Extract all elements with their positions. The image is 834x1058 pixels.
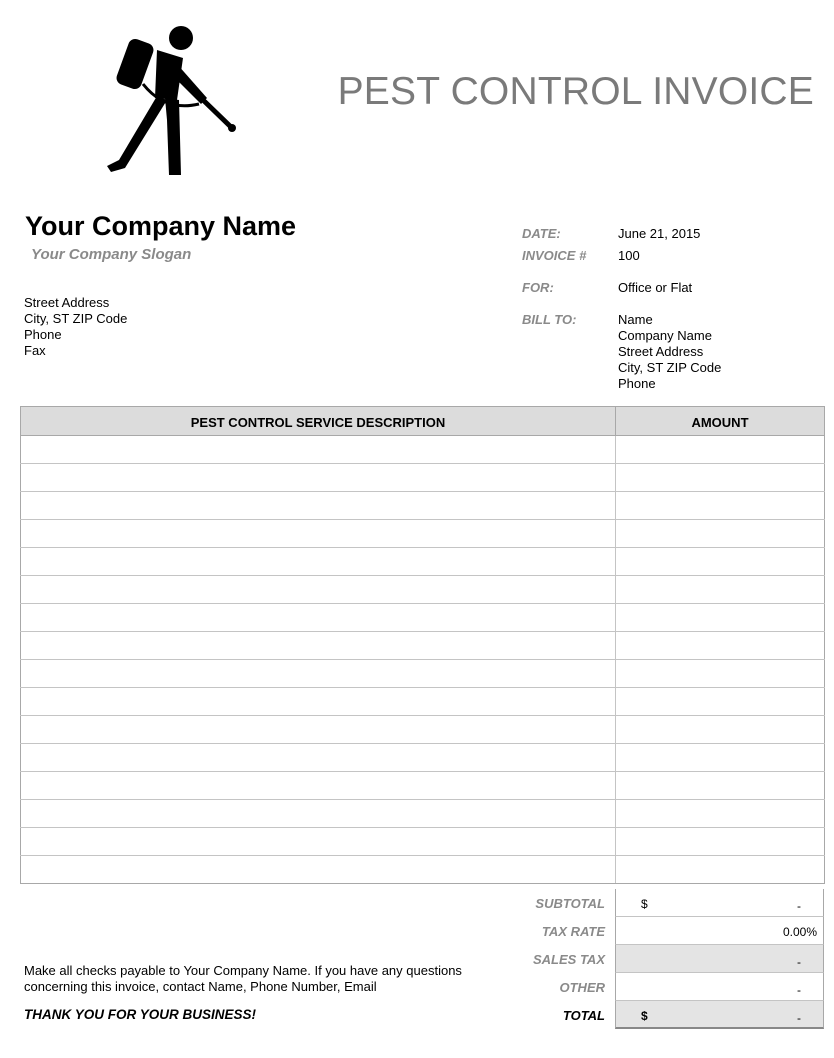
company-name: Your Company Name xyxy=(25,211,297,241)
company-slogan: Your Company Slogan xyxy=(31,246,192,263)
other-cell[interactable] xyxy=(615,973,824,1001)
invoice-title: PEST CONTROL INVOICE xyxy=(337,70,814,113)
total-label: TOTAL xyxy=(562,1008,605,1023)
bill-to-street: Street Address xyxy=(618,344,704,359)
table-row xyxy=(21,772,825,800)
company-phone: Phone xyxy=(24,327,62,342)
amount-cell[interactable] xyxy=(616,632,825,660)
description-cell[interactable] xyxy=(21,520,616,548)
tax-rate-label: TAX RATE xyxy=(541,924,605,939)
amount-cell[interactable] xyxy=(616,772,825,800)
description-cell[interactable] xyxy=(21,856,616,884)
sales-tax-row xyxy=(500,945,824,973)
for-label: FOR: xyxy=(522,280,554,295)
amount-cell[interactable] xyxy=(616,464,825,492)
company-city-line: City, ST ZIP Code xyxy=(24,311,128,326)
bill-to-label: BILL TO: xyxy=(522,312,577,327)
description-cell[interactable] xyxy=(21,492,616,520)
description-cell[interactable] xyxy=(21,576,616,604)
description-cell[interactable] xyxy=(21,772,616,800)
amount-cell[interactable] xyxy=(616,828,825,856)
company-street: Street Address xyxy=(24,295,110,310)
bill-to-block xyxy=(618,312,721,392)
amount-cell[interactable] xyxy=(616,436,825,464)
table-row xyxy=(21,744,825,772)
table-row xyxy=(21,520,825,548)
amount-cell[interactable] xyxy=(616,576,825,604)
table-row xyxy=(21,660,825,688)
amount-cell[interactable] xyxy=(616,660,825,688)
amount-cell[interactable] xyxy=(616,548,825,576)
description-cell[interactable] xyxy=(21,632,616,660)
sales-tax-value: - xyxy=(797,955,801,969)
amount-column-header: AMOUNT xyxy=(616,407,825,436)
description-cell[interactable] xyxy=(21,828,616,856)
table-row xyxy=(21,716,825,744)
bill-to-company: Company Name xyxy=(618,328,712,343)
date-value: June 21, 2015 xyxy=(618,226,701,241)
table-row xyxy=(21,856,825,884)
table-row xyxy=(21,548,825,576)
table-row xyxy=(21,464,825,492)
total-cell[interactable] xyxy=(615,1001,824,1029)
total-row xyxy=(500,1001,824,1029)
description-cell[interactable] xyxy=(21,688,616,716)
table-row xyxy=(21,688,825,716)
table-row xyxy=(21,576,825,604)
tax-rate-value: 0.00% xyxy=(782,925,817,939)
amount-cell[interactable] xyxy=(616,492,825,520)
subtotal-value: - xyxy=(797,899,801,913)
table-header-row xyxy=(21,407,825,436)
description-cell[interactable] xyxy=(21,744,616,772)
sales-tax-label: SALES TAX xyxy=(533,952,605,967)
pest-control-sprayer-person-icon xyxy=(95,20,240,180)
service-items-table xyxy=(20,406,825,884)
table-row xyxy=(21,828,825,856)
amount-cell[interactable] xyxy=(616,744,825,772)
table-row xyxy=(21,632,825,660)
other-row xyxy=(500,973,824,1001)
subtotal-label: SUBTOTAL xyxy=(535,896,605,911)
sales-tax-cell[interactable] xyxy=(615,945,824,973)
bill-to-phone: Phone xyxy=(618,376,656,391)
description-column-header: PEST CONTROL SERVICE DESCRIPTION xyxy=(21,407,616,436)
invoice-number-value: 100 xyxy=(618,248,640,263)
table-row xyxy=(21,604,825,632)
description-cell[interactable] xyxy=(21,800,616,828)
description-cell[interactable] xyxy=(21,436,616,464)
total-value: - xyxy=(797,1011,801,1025)
total-currency: $ xyxy=(641,1009,648,1023)
amount-cell[interactable] xyxy=(616,688,825,716)
subtotal-cell[interactable] xyxy=(615,889,824,917)
for-value: Office or Flat xyxy=(618,280,693,295)
amount-cell[interactable] xyxy=(616,520,825,548)
subtotal-currency: $ xyxy=(641,897,648,911)
description-cell[interactable] xyxy=(21,716,616,744)
company-address-block xyxy=(24,295,127,359)
date-label: DATE: xyxy=(522,226,561,241)
description-cell[interactable] xyxy=(21,548,616,576)
amount-cell[interactable] xyxy=(616,800,825,828)
company-fax: Fax xyxy=(24,343,46,358)
other-value: - xyxy=(797,983,801,997)
table-row xyxy=(21,800,825,828)
tax-rate-row xyxy=(500,917,824,945)
tax-rate-cell[interactable] xyxy=(615,917,824,945)
table-row xyxy=(21,492,825,520)
bill-to-city-line: City, ST ZIP Code xyxy=(618,360,722,375)
thank-you-message: THANK YOU FOR YOUR BUSINESS! xyxy=(24,1007,257,1022)
description-cell[interactable] xyxy=(21,604,616,632)
invoice-number-label: INVOICE # xyxy=(522,248,587,263)
totals-block xyxy=(500,889,824,1029)
subtotal-row xyxy=(500,889,824,917)
payment-note: Make all checks payable to Your Company Name. If you have any questions concerning this invoice, contact Name, Phone Number, Email xyxy=(24,963,462,994)
other-label: OTHER xyxy=(559,980,605,995)
description-cell[interactable] xyxy=(21,660,616,688)
bill-to-name: Name xyxy=(618,312,653,327)
amount-cell[interactable] xyxy=(616,716,825,744)
amount-cell[interactable] xyxy=(616,604,825,632)
description-cell[interactable] xyxy=(21,464,616,492)
table-row xyxy=(21,436,825,464)
amount-cell[interactable] xyxy=(616,856,825,884)
